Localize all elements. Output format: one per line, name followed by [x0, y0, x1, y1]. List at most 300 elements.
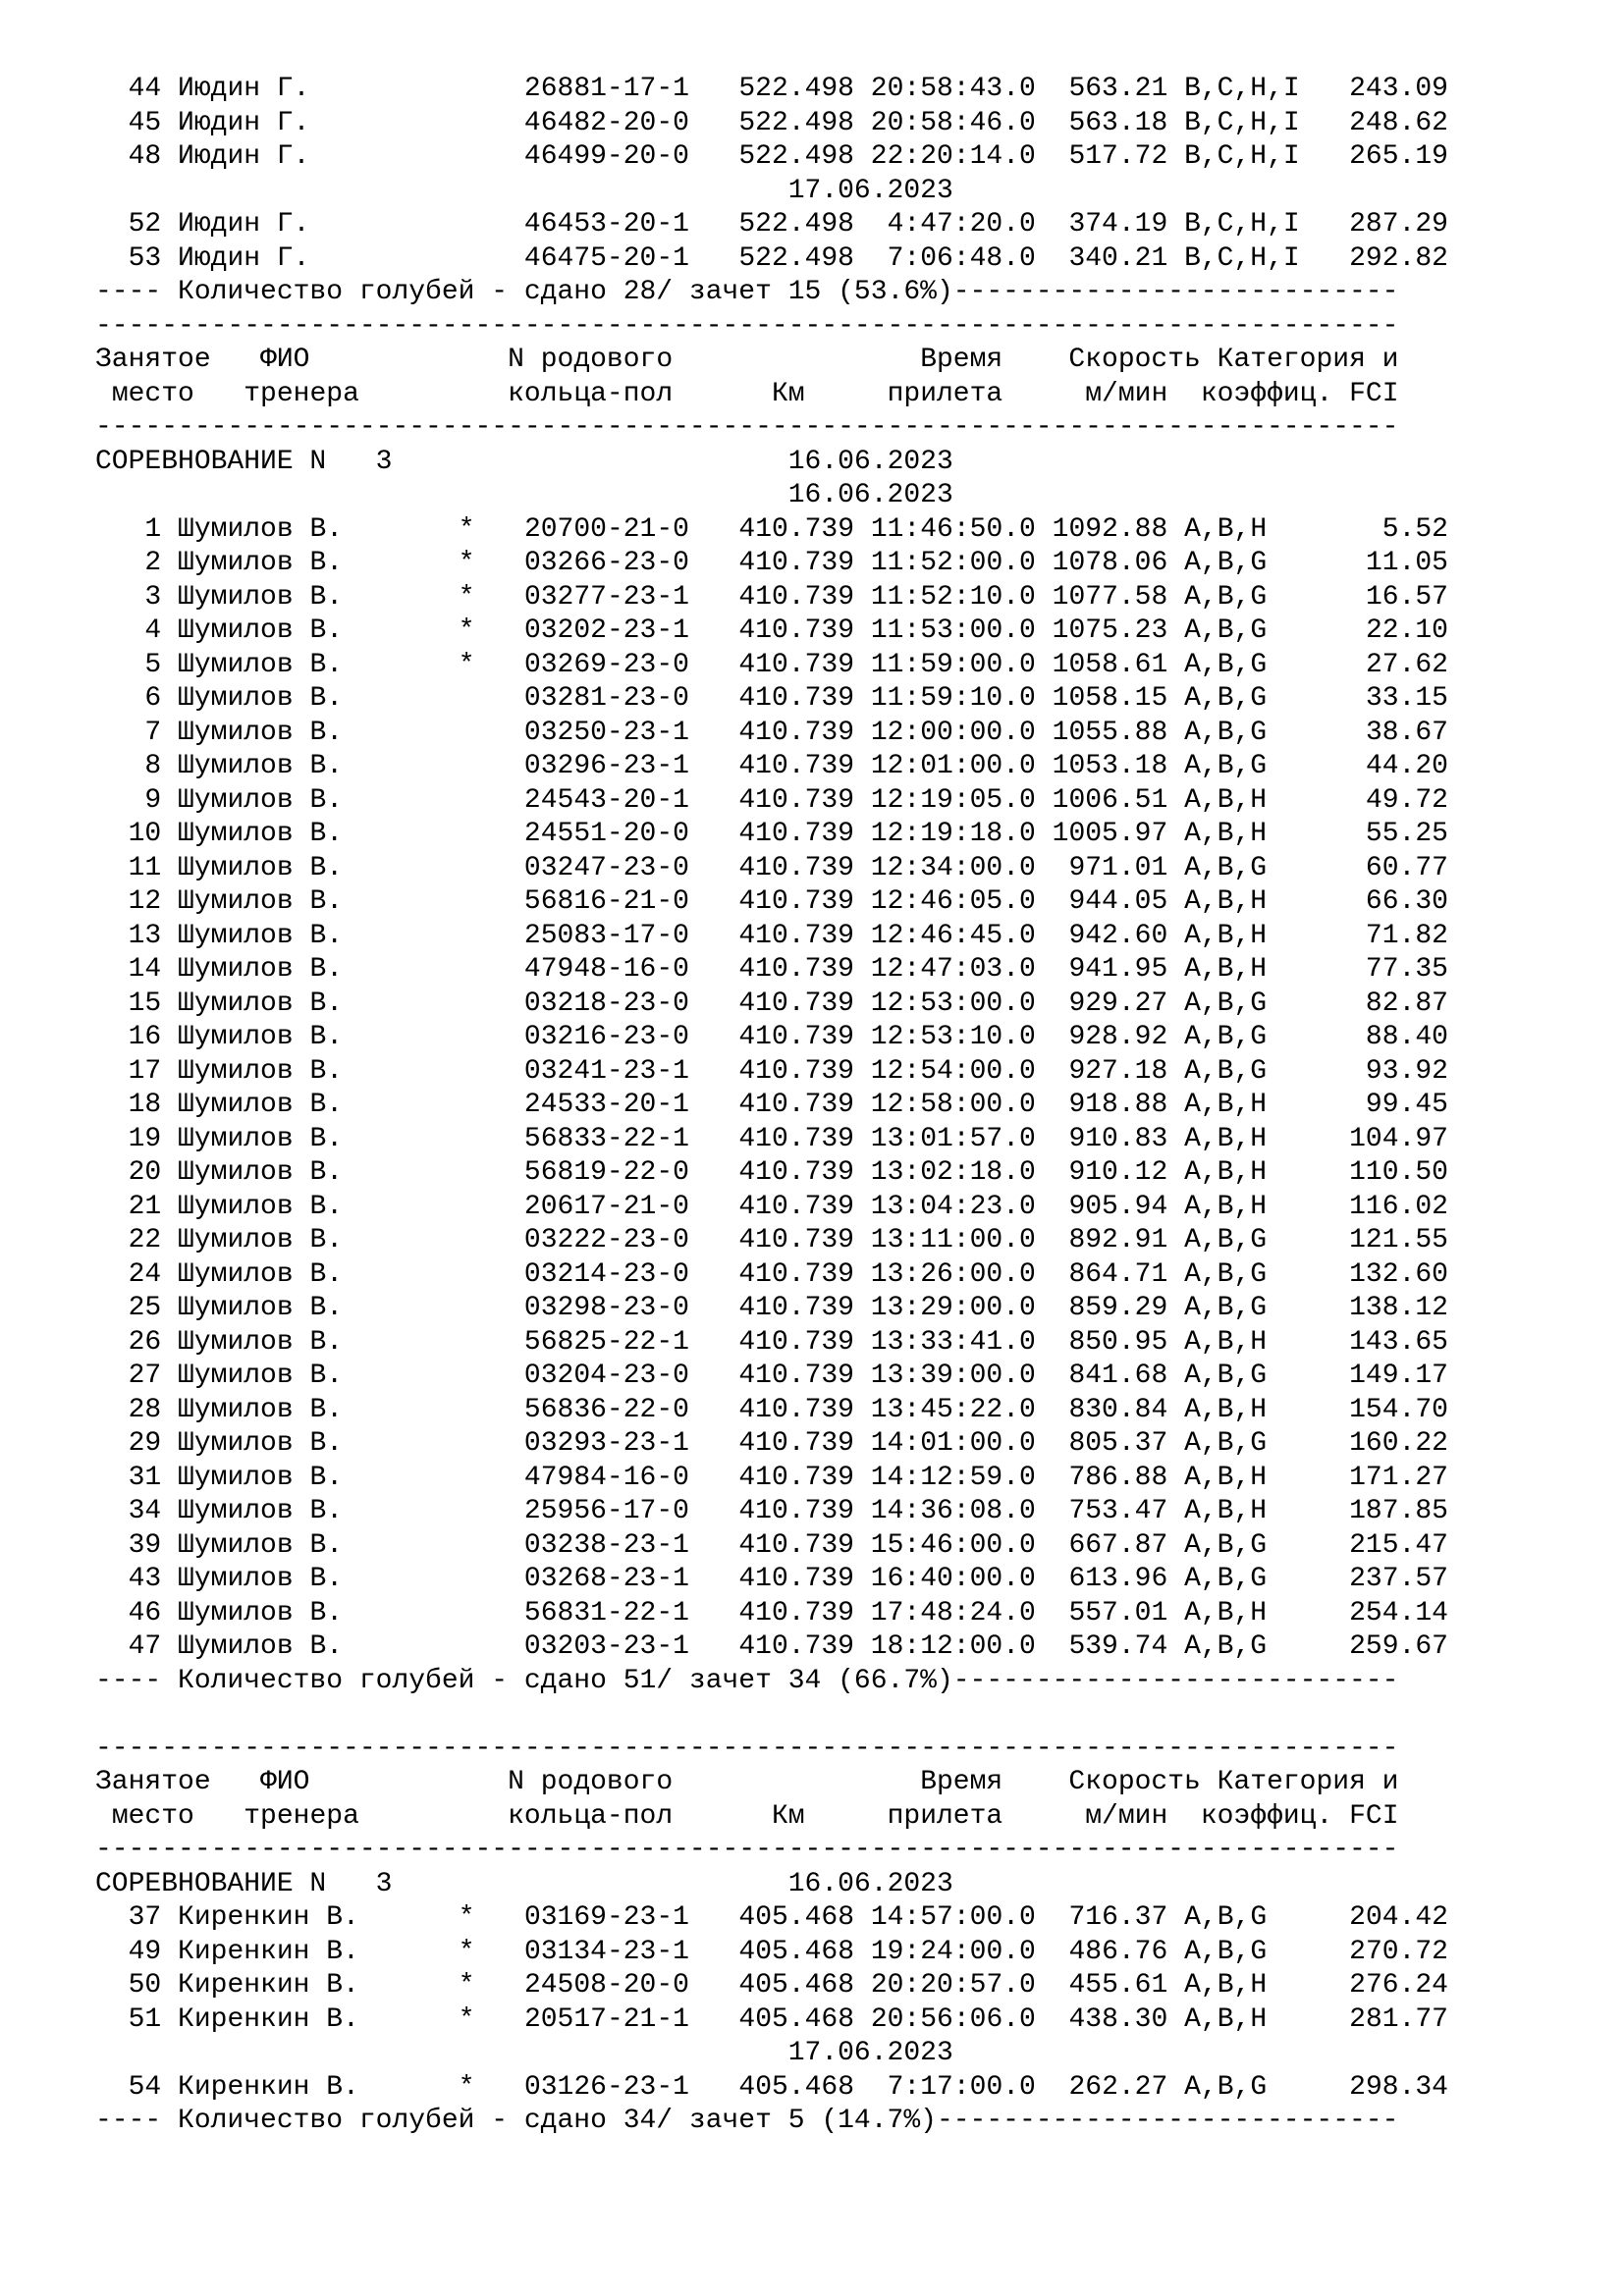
ring-number-cell: 03218-23-0: [523, 988, 689, 1019]
trainer-name-cell: Шумилов В.: [178, 1225, 344, 1255]
trainer-name-cell: Шумилов В.: [178, 1157, 344, 1188]
trainer-name-cell: Июдин Г.: [178, 141, 310, 172]
fci-coefficient-cell: 187.85: [1349, 1496, 1448, 1526]
arrival-time-cell: 11:59:00.0: [870, 649, 1036, 680]
place-cell: 47: [128, 1631, 162, 1662]
column-header-row-2: [95, 1800, 1448, 1835]
result-row: [95, 140, 1448, 175]
result-row: [95, 750, 1448, 784]
date-line: [95, 479, 1448, 513]
distance-km-cell: 410.739: [738, 819, 854, 849]
place-cell: 20: [128, 1157, 162, 1188]
arrival-time-cell: 14:36:08.0: [870, 1496, 1036, 1526]
place-cell: 19: [128, 1123, 162, 1154]
result-row: [95, 1258, 1448, 1293]
trainer-name-cell: Киренкин В.: [178, 1902, 359, 1933]
distance-km-cell: 410.739: [738, 784, 854, 816]
distance-km-cell: 410.739: [738, 886, 854, 917]
speed-cell: 557.01: [1068, 1597, 1168, 1629]
trainer-name-cell: Шумилов В.: [178, 784, 344, 816]
category-cell: A,B,G: [1184, 1902, 1268, 1933]
arrival-time-cell: 13:01:57.0: [870, 1123, 1036, 1154]
header-category: Категория и: [1217, 345, 1399, 375]
arrival-time-cell: 15:46:00.0: [870, 1529, 1036, 1561]
arrival-time-cell: 14:57:00.0: [870, 1902, 1036, 1933]
distance-km-cell: 410.739: [738, 988, 854, 1019]
place-cell: 21: [128, 1191, 162, 1222]
competition-line: [95, 1868, 1448, 1902]
header-name: ФИО: [260, 1767, 310, 1797]
header-speed-2: м/мин: [1085, 1800, 1168, 1832]
fci-coefficient-cell: 27.62: [1365, 649, 1448, 680]
date-line: [95, 175, 1448, 209]
header-ring-2: кольца-пол: [508, 1800, 674, 1832]
distance-km-cell: 410.739: [738, 513, 855, 545]
arrival-time-cell: 13:02:18.0: [870, 1157, 1036, 1188]
trainer-name-cell: Шумилов В.: [178, 1361, 344, 1391]
result-row: [95, 513, 1448, 548]
arrival-time-cell: 18:12:00.0: [870, 1631, 1036, 1662]
result-row: [95, 2003, 1448, 2038]
place-cell: 25: [128, 1293, 162, 1323]
category-cell: B,C,H,I: [1184, 141, 1300, 172]
category-cell: B,C,H,I: [1184, 209, 1300, 240]
speed-cell: 910.83: [1068, 1123, 1168, 1154]
place-cell: 44: [128, 74, 162, 104]
place-cell: 54: [128, 2071, 162, 2103]
speed-cell: 942.60: [1068, 920, 1168, 951]
fci-coefficient-cell: 276.24: [1349, 1970, 1448, 2001]
ring-number-cell: 03222-23-0: [523, 1225, 689, 1255]
fci-coefficient-cell: 11.05: [1365, 548, 1448, 578]
arrival-time-cell: 13:45:22.0: [870, 1394, 1036, 1425]
category-cell: A,B,H: [1184, 1123, 1268, 1154]
competition-label: СОРЕВНОВАНИЕ N: [95, 1868, 327, 1899]
distance-km-cell: 522.498: [738, 242, 854, 274]
speed-cell: 910.12: [1068, 1157, 1168, 1188]
fci-coefficient-cell: 204.42: [1349, 1902, 1448, 1933]
category-cell: A,B,H: [1184, 920, 1268, 951]
arrival-time-cell: 13:33:41.0: [870, 1326, 1036, 1358]
trainer-name-cell: Шумилов В.: [178, 548, 344, 578]
ring-number-cell: 03238-23-1: [523, 1529, 689, 1561]
result-row: [95, 1089, 1448, 1123]
arrival-time-cell: 19:24:00.0: [870, 1936, 1036, 1967]
fci-coefficient-cell: 248.62: [1349, 107, 1448, 138]
category-cell: A,B,G: [1184, 1564, 1268, 1594]
trainer-name-cell: Шумилов В.: [178, 649, 344, 680]
star-mark: *: [458, 1936, 475, 1967]
trainer-name-cell: Шумилов В.: [178, 513, 344, 545]
category-cell: A,B,G: [1184, 2071, 1268, 2103]
category-cell: A,B,H: [1184, 1090, 1268, 1120]
trainer-name-cell: Шумилов В.: [178, 751, 344, 781]
fci-coefficient-cell: 116.02: [1349, 1191, 1448, 1222]
result-row: [95, 581, 1448, 615]
fci-coefficient-cell: 154.70: [1349, 1394, 1448, 1425]
category-cell: A,B,G: [1184, 1361, 1268, 1391]
fci-coefficient-cell: 16.57: [1365, 581, 1448, 613]
category-cell: A,B,G: [1184, 1428, 1268, 1459]
trainer-name-cell: Киренкин В.: [178, 1970, 359, 2001]
fci-coefficient-cell: 259.67: [1349, 1631, 1448, 1662]
trainer-name-cell: Шумилов В.: [178, 1597, 344, 1629]
fci-coefficient-cell: 281.77: [1349, 2003, 1448, 2035]
header-time-2: прилета: [887, 1800, 1003, 1832]
arrival-time-cell: 11:59:10.0: [870, 683, 1036, 714]
arrival-time-cell: 22:20:14.0: [870, 141, 1036, 172]
ring-number-cell: 24533-20-1: [523, 1090, 689, 1120]
ring-number-cell: 03202-23-1: [523, 615, 689, 646]
fci-coefficient-cell: 33.15: [1365, 683, 1448, 714]
ring-number-cell: 03281-23-0: [523, 683, 689, 714]
header-place: Занятое: [95, 1767, 211, 1797]
ring-number-cell: 03247-23-0: [523, 852, 689, 883]
fci-coefficient-cell: 138.12: [1349, 1293, 1448, 1323]
place-cell: 6: [144, 683, 162, 714]
distance-km-cell: 410.739: [738, 615, 855, 646]
arrival-time-cell: 12:19:05.0: [870, 784, 1036, 816]
distance-km-cell: 405.468: [738, 1970, 855, 2001]
speed-cell: 1058.61: [1052, 649, 1168, 680]
speed-cell: 1005.97: [1052, 819, 1168, 849]
summary-line: [95, 1665, 1448, 1699]
category-cell: A,B,G: [1184, 1529, 1268, 1561]
arrival-time-cell: 12:58:00.0: [870, 1090, 1036, 1120]
competition-line: [95, 446, 1448, 480]
place-cell: 37: [128, 1902, 162, 1933]
place-cell: 24: [128, 1258, 162, 1290]
trainer-name-cell: Киренкин В.: [178, 1936, 359, 1967]
ring-number-cell: 20617-21-0: [523, 1191, 689, 1222]
trainer-name-cell: Шумилов В.: [178, 920, 344, 951]
speed-cell: 905.94: [1068, 1191, 1168, 1222]
arrival-time-cell: 12:00:00.0: [870, 717, 1036, 748]
fci-coefficient-cell: 88.40: [1365, 1022, 1448, 1052]
distance-km-cell: 410.739: [738, 1123, 854, 1154]
speed-cell: 941.95: [1068, 954, 1168, 985]
category-cell: A,B,G: [1184, 1022, 1268, 1052]
trainer-name-cell: Шумилов В.: [178, 1326, 344, 1358]
speed-cell: 340.21: [1068, 242, 1168, 274]
arrival-time-cell: 12:46:05.0: [870, 886, 1036, 917]
category-cell: A,B,G: [1184, 1631, 1268, 1662]
category-cell: A,B,G: [1184, 1225, 1268, 1255]
separator-line: [95, 310, 1448, 345]
fci-coefficient-cell: 66.30: [1365, 886, 1448, 917]
category-cell: A,B,G: [1184, 717, 1268, 748]
separator-dashes: -------------------------------------------------------------------------------: [95, 310, 1399, 342]
distance-km-cell: 410.739: [738, 717, 854, 748]
result-row: [95, 920, 1448, 954]
category-cell: A,B,H: [1184, 954, 1268, 985]
blank-line: [95, 1698, 1448, 1733]
results-report: [95, 73, 1448, 2139]
category-cell: A,B,H: [1184, 886, 1268, 917]
arrival-time-cell: 17:48:24.0: [870, 1597, 1036, 1629]
star-mark: *: [458, 615, 475, 646]
speed-cell: 1077.58: [1052, 581, 1168, 613]
fci-coefficient-cell: 270.72: [1349, 1936, 1448, 1967]
category-cell: A,B,H: [1184, 2003, 1268, 2035]
trainer-name-cell: Шумилов В.: [178, 615, 344, 646]
distance-km-cell: 410.739: [738, 1258, 854, 1290]
speed-cell: 841.68: [1068, 1361, 1168, 1391]
ring-number-cell: 03296-23-1: [523, 751, 689, 781]
star-mark: *: [458, 1902, 475, 1933]
distance-km-cell: 405.468: [738, 2071, 855, 2103]
result-row: [95, 2071, 1448, 2106]
category-cell: A,B,G: [1184, 1055, 1268, 1087]
place-cell: 14: [128, 954, 162, 985]
fci-coefficient-cell: 5.52: [1381, 513, 1448, 545]
speed-cell: 716.37: [1068, 1902, 1168, 1933]
distance-km-cell: 410.739: [738, 683, 854, 714]
category-cell: A,B,H: [1184, 1191, 1268, 1222]
result-row: [95, 1563, 1448, 1597]
result-row: [95, 852, 1448, 886]
category-cell: A,B,G: [1184, 1936, 1268, 1967]
arrival-time-cell: 11:52:10.0: [870, 581, 1036, 613]
distance-km-cell: 410.739: [738, 1293, 854, 1323]
category-cell: A,B,H: [1184, 1970, 1268, 2001]
ring-number-cell: 03126-23-1: [523, 2071, 689, 2103]
speed-cell: 944.05: [1068, 886, 1168, 917]
speed-cell: 438.30: [1068, 2003, 1168, 2035]
speed-cell: 805.37: [1068, 1428, 1168, 1459]
ring-number-cell: 56836-22-0: [523, 1394, 689, 1425]
ring-number-cell: 03203-23-1: [523, 1631, 689, 1662]
header-km: Км: [771, 1800, 805, 1832]
speed-cell: 1053.18: [1052, 751, 1168, 781]
category-cell: A,B,H: [1184, 1597, 1268, 1629]
place-cell: 1: [144, 513, 162, 545]
ring-number-cell: 47948-16-0: [523, 954, 689, 985]
distance-km-cell: 410.739: [738, 1428, 854, 1459]
result-row: [95, 1360, 1448, 1394]
result-row: [95, 682, 1448, 717]
trainer-name-cell: Июдин Г.: [178, 74, 310, 104]
arrival-time-cell: 20:58:46.0: [870, 107, 1036, 138]
ring-number-cell: 46475-20-1: [523, 242, 689, 274]
place-cell: 3: [144, 581, 162, 613]
arrival-time-cell: 20:58:43.0: [870, 74, 1036, 104]
speed-cell: 859.29: [1068, 1293, 1168, 1323]
ring-number-cell: 56819-22-0: [523, 1157, 689, 1188]
result-row: [95, 649, 1448, 683]
ring-number-cell: 03268-23-1: [523, 1564, 689, 1594]
place-cell: 10: [128, 819, 162, 849]
result-row: [95, 717, 1448, 751]
speed-cell: 928.92: [1068, 1022, 1168, 1052]
trainer-name-cell: Шумилов В.: [178, 1090, 344, 1120]
place-cell: 12: [128, 886, 162, 917]
arrival-time-cell: 7:17:00.0: [887, 2071, 1036, 2103]
category-cell: B,C,H,I: [1184, 74, 1300, 104]
place-cell: 46: [128, 1597, 162, 1629]
distance-km-cell: 405.468: [738, 1936, 855, 1967]
speed-cell: 1058.15: [1052, 683, 1168, 714]
ring-number-cell: 03298-23-0: [523, 1293, 689, 1323]
speed-cell: 864.71: [1068, 1258, 1168, 1290]
trainer-name-cell: Шумилов В.: [178, 819, 344, 849]
fci-coefficient-cell: 44.20: [1365, 751, 1448, 781]
fci-coefficient-cell: 298.34: [1349, 2071, 1448, 2103]
trainer-name-cell: Шумилов В.: [178, 852, 344, 883]
place-cell: 18: [128, 1090, 162, 1120]
distance-km-cell: 410.739: [738, 954, 854, 985]
category-cell: A,B,G: [1184, 581, 1268, 613]
category-cell: A,B,G: [1184, 852, 1268, 883]
header-speed: Скорость: [1068, 1767, 1201, 1797]
distance-km-cell: 410.739: [738, 920, 854, 951]
place-cell: 4: [144, 615, 162, 646]
distance-km-cell: 410.739: [738, 1055, 854, 1087]
arrival-time-cell: 14:12:59.0: [870, 1462, 1036, 1493]
arrival-time-cell: 13:26:00.0: [870, 1258, 1036, 1290]
distance-km-cell: 410.739: [738, 1225, 854, 1255]
ring-number-cell: 26881-17-1: [523, 74, 689, 104]
distance-km-cell: 410.739: [738, 1394, 854, 1425]
trainer-name-cell: Шумилов В.: [178, 581, 344, 613]
arrival-time-cell: 13:04:23.0: [870, 1191, 1036, 1222]
distance-km-cell: 405.468: [738, 1902, 855, 1933]
fci-coefficient-cell: 55.25: [1365, 819, 1448, 849]
ring-number-cell: 47984-16-0: [523, 1462, 689, 1493]
summary-text: ---- Количество голубей - сдано 34/ зачет 5 (14.7%)----------------------------: [95, 2106, 1399, 2136]
distance-km-cell: 522.498: [738, 209, 854, 240]
trainer-name-cell: Шумилов В.: [178, 1258, 344, 1290]
place-cell: 51: [128, 2003, 162, 2035]
separator-line: [95, 411, 1448, 446]
speed-cell: 850.95: [1068, 1326, 1168, 1358]
speed-cell: 667.87: [1068, 1529, 1168, 1561]
result-row: [95, 1191, 1448, 1225]
category-cell: A,B,G: [1184, 548, 1268, 578]
star-mark: *: [458, 548, 475, 578]
header-category: Категория и: [1217, 1767, 1399, 1797]
separator-dashes: -------------------------------------------------------------------------------: [95, 1733, 1399, 1764]
ring-number-cell: 03293-23-1: [523, 1428, 689, 1459]
arrival-time-cell: 20:56:06.0: [870, 2003, 1036, 2035]
trainer-name-cell: Шумилов В.: [178, 1123, 344, 1154]
fci-coefficient-cell: 243.09: [1349, 74, 1448, 104]
result-row: [95, 547, 1448, 581]
distance-km-cell: 410.739: [738, 1597, 854, 1629]
result-row: [95, 107, 1448, 141]
place-cell: 15: [128, 988, 162, 1019]
star-mark: *: [458, 2071, 475, 2103]
place-cell: 13: [128, 920, 162, 951]
ring-number-cell: 25956-17-0: [523, 1496, 689, 1526]
competition-number: 3: [375, 446, 393, 477]
star-mark: *: [458, 649, 475, 680]
distance-km-cell: 522.498: [738, 107, 854, 138]
category-cell: A,B,H: [1184, 819, 1268, 849]
fci-coefficient-cell: 149.17: [1349, 1361, 1448, 1391]
place-cell: 31: [128, 1462, 162, 1493]
distance-km-cell: 410.739: [738, 1157, 854, 1188]
ring-number-cell: 03216-23-0: [523, 1022, 689, 1052]
speed-cell: 563.18: [1068, 107, 1168, 138]
star-mark: *: [458, 2003, 475, 2035]
speed-cell: 1092.88: [1052, 513, 1168, 545]
header-time: Время: [920, 1767, 1003, 1797]
speed-cell: 455.61: [1068, 1970, 1168, 2001]
arrival-time-cell: 13:39:00.0: [870, 1361, 1036, 1391]
fci-coefficient-cell: 237.57: [1349, 1564, 1448, 1594]
distance-km-cell: 410.739: [738, 548, 855, 578]
trainer-name-cell: Шумилов В.: [178, 954, 344, 985]
place-cell: 53: [128, 242, 162, 274]
fci-coefficient-cell: 49.72: [1365, 784, 1448, 816]
speed-cell: 539.74: [1068, 1631, 1168, 1662]
distance-km-cell: 410.739: [738, 1529, 854, 1561]
category-cell: A,B,G: [1184, 649, 1268, 680]
ring-number-cell: 03134-23-1: [523, 1936, 689, 1967]
ring-number-cell: 24543-20-1: [523, 784, 689, 816]
ring-number-cell: 56831-22-1: [523, 1597, 689, 1629]
result-row: [95, 1597, 1448, 1631]
result-row: [95, 1224, 1448, 1258]
speed-cell: 892.91: [1068, 1225, 1168, 1255]
fci-coefficient-cell: 93.92: [1365, 1055, 1448, 1087]
fci-coefficient-cell: 171.27: [1349, 1462, 1448, 1493]
header-name-2: тренера: [244, 1800, 359, 1832]
distance-km-cell: 410.739: [738, 649, 855, 680]
header-speed: Скорость: [1068, 345, 1201, 375]
fci-coefficient-cell: 160.22: [1349, 1428, 1448, 1459]
trainer-name-cell: Шумилов В.: [178, 1191, 344, 1222]
column-header-row-2: [95, 378, 1448, 412]
header-category-2: коэффиц. FCI: [1200, 1800, 1399, 1832]
ring-number-cell: 25083-17-0: [523, 920, 689, 951]
speed-cell: 927.18: [1068, 1055, 1168, 1087]
ring-number-cell: 03169-23-1: [523, 1902, 689, 1933]
trainer-name-cell: Июдин Г.: [178, 209, 310, 240]
trainer-name-cell: Шумилов В.: [178, 683, 344, 714]
header-name-2: тренера: [244, 378, 359, 409]
distance-km-cell: 410.739: [738, 1631, 854, 1662]
arrival-time-cell: 12:54:00.0: [870, 1055, 1036, 1087]
ring-number-cell: 03204-23-0: [523, 1361, 689, 1391]
distance-km-cell: 410.739: [738, 751, 854, 781]
speed-cell: 830.84: [1068, 1394, 1168, 1425]
header-time: Время: [920, 345, 1003, 375]
star-mark: *: [458, 513, 475, 545]
flight-date: 17.06.2023: [787, 175, 953, 206]
flight-date: 17.06.2023: [787, 2038, 953, 2068]
category-cell: A,B,G: [1184, 683, 1268, 714]
fci-coefficient-cell: 71.82: [1365, 920, 1448, 951]
place-cell: 9: [144, 784, 162, 816]
ring-number-cell: 03241-23-1: [523, 1055, 689, 1087]
trainer-name-cell: Июдин Г.: [178, 107, 310, 138]
trainer-name-cell: Шумилов В.: [178, 1631, 344, 1662]
ring-number-cell: 46453-20-1: [523, 209, 689, 240]
separator-line: [95, 1834, 1448, 1868]
ring-number-cell: 20517-21-1: [523, 2003, 689, 2035]
competition-date: 16.06.2023: [787, 1868, 953, 1899]
distance-km-cell: 522.498: [738, 141, 854, 172]
result-row: [95, 1055, 1448, 1090]
header-name: ФИО: [260, 345, 310, 375]
place-cell: 45: [128, 107, 162, 138]
fci-coefficient-cell: 110.50: [1349, 1157, 1448, 1188]
place-cell: 48: [128, 141, 162, 172]
place-cell: 7: [144, 717, 162, 748]
header-speed-2: м/мин: [1085, 378, 1168, 409]
